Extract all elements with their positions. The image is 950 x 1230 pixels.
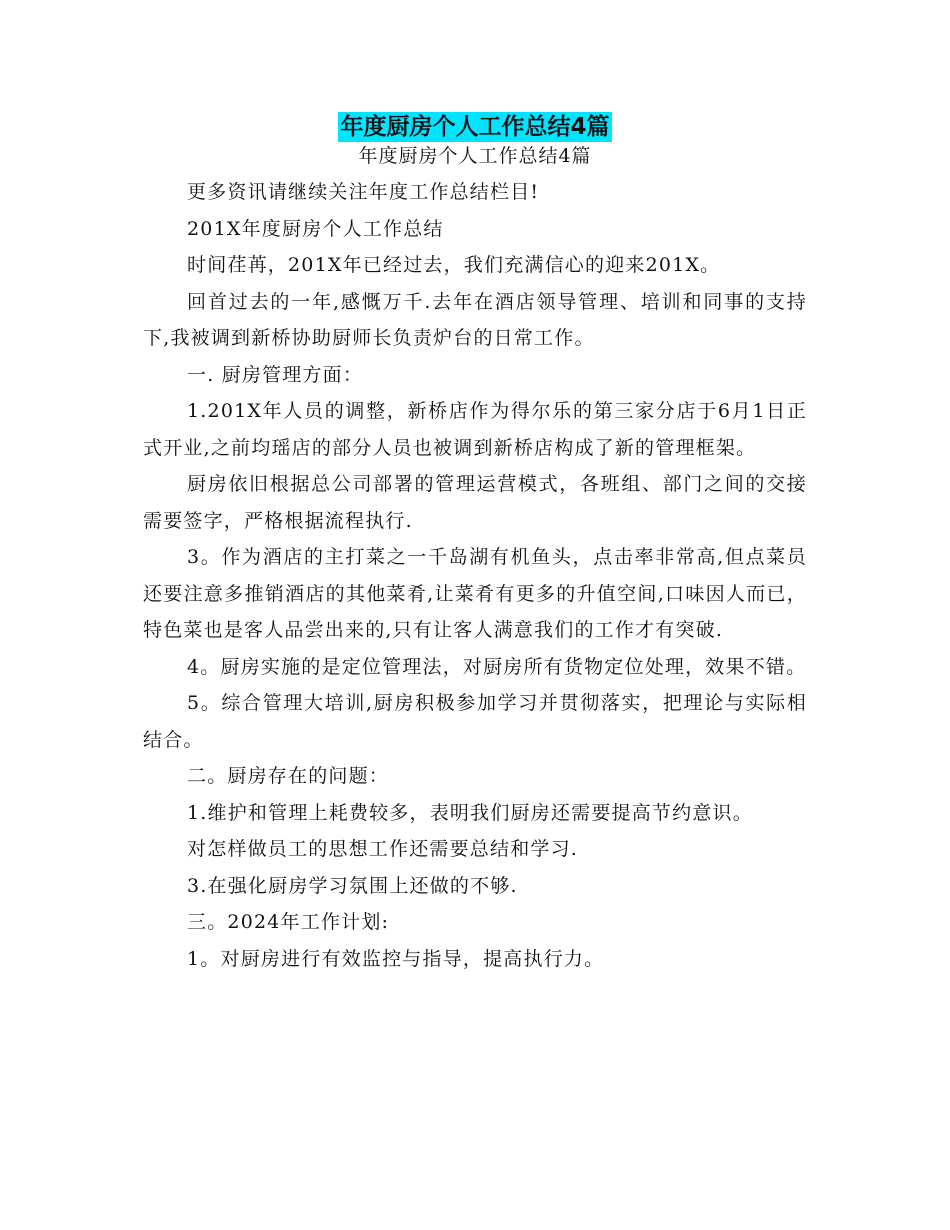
paragraph: 时间荏苒，201X年已经过去，我们充满信心的迎来201X。: [187, 254, 721, 276]
document-body: [143, 174, 807, 977]
title-container: [0, 112, 950, 142]
paragraph: 5。综合管理大培训,厨房积极参加学习并贯彻落实，把理论与实际相结合。: [143, 692, 807, 751]
document-title: 年度厨房个人工作总结4篇: [340, 114, 610, 140]
subtitle-container: [0, 143, 950, 169]
paragraph: 4。厨房实施的是定位管理法，对厨房所有货物定位处理，效果不错。: [187, 655, 807, 678]
paragraph: 1。对厨房进行有效监控与指导，提高执行力。: [187, 947, 605, 970]
paragraph: 1.维护和管理上耗费较多，表明我们厨房还需要提高节约意识。: [187, 801, 753, 824]
paragraph: 二。厨房存在的问题：: [187, 765, 390, 787]
paragraph: 厨房依旧根据总公司部署的管理运营模式，各班组、部门之间的交接需要签字，严格根据流程执行.: [143, 473, 807, 532]
paragraph: 3。作为酒店的主打菜之一千岛湖有机鱼头，点击率非常高,但点菜员还要注意多推销酒店的其他菜肴,让菜肴有更多的升值空间,口味因人而已，特色菜也是客人品尝出来的,只有让客人满意我们的工作才有突破.: [143, 546, 807, 641]
paragraph: 1.201X年人员的调整，新桥店作为得尔乐的第三家分店于6月1日正式开业,之前均瑶店的部分人员也被调到新桥店构成了新的管理框架。: [143, 400, 807, 459]
paragraph: 三。2024年工作计划:: [187, 911, 390, 933]
paragraph: 201X年度厨房个人工作总结: [187, 217, 444, 240]
paragraph: 更多资讯请继续关注年度工作总结栏目!: [187, 181, 540, 203]
paragraph: 回首过去的一年,感慨万千.去年在酒店领导管理、培训和同事的支持下,我被调到新桥协助厨师长负责炉台的日常工作。: [143, 290, 807, 349]
paragraph: 一. 厨房管理方面：: [187, 363, 364, 386]
paragraph: 3.在强化厨房学习氛围上还做的不够.: [187, 874, 518, 897]
paragraph: 对怎样做员工的思想工作还需要总结和学习.: [187, 838, 579, 860]
document-subtitle: 年度厨房个人工作总结4篇: [358, 145, 592, 167]
